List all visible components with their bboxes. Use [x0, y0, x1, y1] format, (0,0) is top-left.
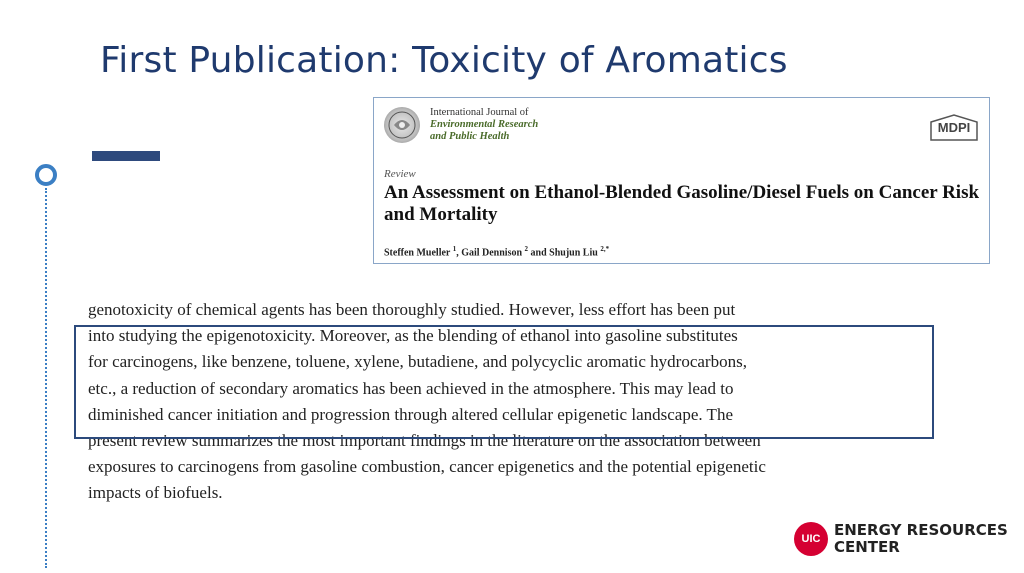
author-separator: ,	[456, 247, 462, 259]
author-name: Shujun Liu	[549, 247, 598, 259]
publisher-logo	[929, 114, 979, 144]
abstract-line: exposures to carcinogens from gasoline combustion, cancer epigenetics and the potential epigenetic	[88, 457, 766, 477]
journal-name-line2: Environmental Research	[430, 119, 539, 130]
journal-logo-icon	[384, 107, 420, 143]
org-logo	[794, 520, 1014, 560]
abstract-line: into studying the epigenotoxicity. Moreover, as the blending of ethanol into gasoline substitutes	[88, 326, 738, 346]
author-name: Steffen Mueller	[384, 247, 451, 259]
org-name	[834, 522, 1008, 556]
abstract-line: for carcinogens, like benzene, toluene, xylene, butadiene, and polycyclic aromatic hydrocarbons,	[88, 352, 747, 372]
org-name-line1: ENERGY RESOURCES	[834, 521, 1008, 539]
abstract-line: etc., a reduction of secondary aromatics has been achieved in the atmosphere. This may lead to	[88, 378, 734, 398]
org-badge-icon: UIC	[794, 522, 828, 556]
journal-name	[430, 107, 538, 143]
author-affiliation: 2,*	[600, 245, 610, 253]
article-type: Review	[384, 168, 416, 180]
timeline-marker-icon	[35, 164, 57, 186]
org-name-line2: CENTER	[834, 538, 900, 556]
timeline-dotted-line	[45, 188, 47, 568]
author-affiliation: 1	[452, 245, 457, 253]
author-affiliation: 2	[524, 245, 529, 253]
slide-title: First Publication: Toxicity of Aromatics	[100, 40, 788, 81]
author-name: Gail Dennison	[461, 247, 523, 259]
journal-name-line1: International Journal of	[430, 107, 529, 118]
article-authors	[384, 245, 609, 258]
author-separator: and	[528, 247, 550, 259]
abstract-line: present review summarizes the most important findings in the literature on the association between	[88, 430, 761, 450]
paper-header-card	[373, 97, 990, 264]
accent-bar	[92, 151, 160, 161]
abstract-line: genotoxicity of chemical agents has been thoroughly studied. However, less effort has been put	[88, 300, 736, 319]
abstract-line: diminished cancer initiation and progression through altered cellular epigenetic landscape. The	[88, 404, 733, 424]
abstract-line: impacts of biofuels.	[88, 483, 223, 503]
article-title: An Assessment on Ethanol-Blended Gasoline/Diesel Fuels on Cancer Risk and Mortality	[384, 182, 980, 225]
highlight-box	[74, 325, 934, 439]
journal-name-line3: and Public Health	[430, 131, 510, 142]
publisher-name: MDPI	[937, 120, 971, 135]
